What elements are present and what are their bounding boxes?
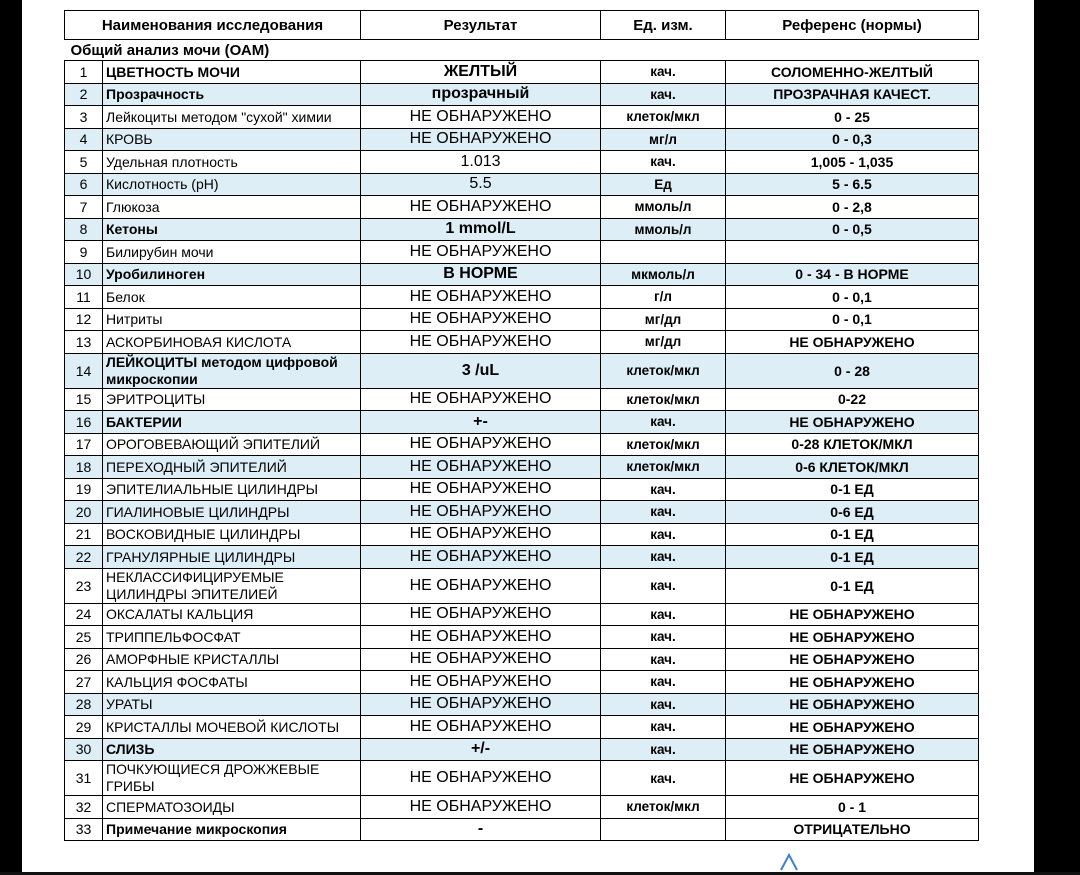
test-reference: НЕ ОБНАРУЖЕНО [726, 411, 979, 434]
test-unit: кач. [601, 693, 726, 716]
table-row [65, 738, 979, 761]
test-result: НЕ ОБНАРУЖЕНО [361, 331, 601, 354]
test-name: ТРИППЕЛЬФОСФАТ [103, 626, 361, 649]
test-name: Нитриты [103, 308, 361, 331]
test-name: УРАТЫ [103, 693, 361, 716]
test-result: - [361, 818, 601, 841]
test-result: НЕ ОБНАРУЖЕНО [361, 648, 601, 671]
row-number: 21 [65, 523, 103, 546]
table-row [65, 546, 979, 569]
test-name: ГИАЛИНОВЫЕ ЦИЛИНДРЫ [103, 501, 361, 524]
test-name: КРИСТАЛЛЫ МОЧЕВОЙ КИСЛОТЫ [103, 716, 361, 739]
test-name: ПЕРЕХОДНЫЙ ЭПИТЕЛИЙ [103, 456, 361, 479]
table-row [65, 128, 979, 151]
test-result: НЕ ОБНАРУЖЕНО [361, 603, 601, 626]
row-number: 28 [65, 693, 103, 716]
test-reference: 0 - 0,5 [726, 218, 979, 241]
table-row [65, 626, 979, 649]
test-result: НЕ ОБНАРУЖЕНО [361, 308, 601, 331]
test-reference: НЕ ОБНАРУЖЕНО [726, 761, 979, 796]
test-reference: 0 - 0,1 [726, 308, 979, 331]
header-result: Результат [361, 11, 601, 40]
test-reference: 0 - 25 [726, 106, 979, 129]
test-result: НЕ ОБНАРУЖЕНО [361, 568, 601, 603]
test-unit: клеток/мкл [601, 433, 726, 456]
test-name: ОКСАЛАТЫ КАЛЬЦИЯ [103, 603, 361, 626]
row-number: 31 [65, 761, 103, 796]
test-unit: кач. [601, 738, 726, 761]
table-row [65, 456, 979, 479]
row-number: 30 [65, 738, 103, 761]
test-unit: Ед [601, 173, 726, 196]
test-result: НЕ ОБНАРУЖЕНО [361, 433, 601, 456]
test-result: 1.013 [361, 151, 601, 174]
test-unit: клеток/мкл [601, 106, 726, 129]
section-title: Общий анализ мочи (ОАМ) [65, 40, 979, 61]
table-row [65, 331, 979, 354]
test-name: Удельная плотность [103, 151, 361, 174]
table-row [65, 478, 979, 501]
table-row [65, 61, 979, 84]
test-reference: НЕ ОБНАРУЖЕНО [726, 693, 979, 716]
test-result: ЖЕЛТЫЙ [361, 61, 601, 84]
table-row [65, 286, 979, 309]
test-unit: мг/дл [601, 331, 726, 354]
test-name: Белок [103, 286, 361, 309]
table-row [65, 648, 979, 671]
table-header-row [65, 11, 979, 40]
test-unit: кач. [601, 671, 726, 694]
test-result: НЕ ОБНАРУЖЕНО [361, 796, 601, 819]
row-number: 15 [65, 388, 103, 411]
test-unit: клеток/мкл [601, 456, 726, 479]
table-row [65, 151, 979, 174]
table-row [65, 818, 979, 841]
test-result: +- [361, 411, 601, 434]
row-number: 19 [65, 478, 103, 501]
test-reference: 0 - 34 - В НОРМЕ [726, 263, 979, 286]
test-unit: кач. [601, 478, 726, 501]
test-name: ОРОГОВЕВАЮЩИЙ ЭПИТЕЛИЙ [103, 433, 361, 456]
test-result: В НОРМЕ [361, 263, 601, 286]
test-unit: г/л [601, 286, 726, 309]
table-row [65, 523, 979, 546]
test-unit: кач. [601, 501, 726, 524]
table-row [65, 196, 979, 219]
test-reference: НЕ ОБНАРУЖЕНО [726, 716, 979, 739]
test-name: АМОРФНЫЕ КРИСТАЛЛЫ [103, 648, 361, 671]
test-result: НЕ ОБНАРУЖЕНО [361, 626, 601, 649]
test-result: 5.5 [361, 173, 601, 196]
table-row [65, 241, 979, 264]
test-result: НЕ ОБНАРУЖЕНО [361, 716, 601, 739]
test-name: СПЕРМАТОЗОИДЫ [103, 796, 361, 819]
test-name: ЭПИТЕЛИАЛЬНЫЕ ЦИЛИНДРЫ [103, 478, 361, 501]
test-unit: ммоль/л [601, 218, 726, 241]
row-number: 32 [65, 796, 103, 819]
row-number: 5 [65, 151, 103, 174]
test-reference: ОТРИЦАТЕЛЬНО [726, 818, 979, 841]
table-row [65, 106, 979, 129]
test-unit [601, 241, 726, 264]
test-name: КАЛЬЦИЯ ФОСФАТЫ [103, 671, 361, 694]
header-reference: Референс (нормы) [726, 11, 979, 40]
test-name: ВОСКОВИДНЫЕ ЦИЛИНДРЫ [103, 523, 361, 546]
test-name: ЦВЕТНОСТЬ МОЧИ [103, 61, 361, 84]
test-unit [601, 818, 726, 841]
test-result: НЕ ОБНАРУЖЕНО [361, 388, 601, 411]
table-row [65, 173, 979, 196]
table-row [65, 693, 979, 716]
row-number: 13 [65, 331, 103, 354]
test-unit: кач. [601, 83, 726, 106]
test-result: 3 /uL [361, 353, 601, 388]
header-unit: Ед. изм. [601, 11, 726, 40]
row-number: 3 [65, 106, 103, 129]
test-reference: 0 - 0,3 [726, 128, 979, 151]
row-number: 8 [65, 218, 103, 241]
test-unit: мкмоль/л [601, 263, 726, 286]
header-name: Наименования исследования [65, 11, 361, 40]
test-reference: 0-22 [726, 388, 979, 411]
test-unit: мг/дл [601, 308, 726, 331]
test-reference: НЕ ОБНАРУЖЕНО [726, 648, 979, 671]
test-unit: клеток/мкл [601, 353, 726, 388]
table-row [65, 501, 979, 524]
test-name: ПОЧКУЮЩИЕСЯ ДРОЖЖЕВЫЕ ГРИБЫ [103, 761, 361, 796]
table-row [65, 388, 979, 411]
table-row [65, 411, 979, 434]
row-number: 29 [65, 716, 103, 739]
right-border-strip [1034, 0, 1080, 875]
test-name: Билирубин мочи [103, 241, 361, 264]
test-reference: НЕ ОБНАРУЖЕНО [726, 738, 979, 761]
test-name: КРОВЬ [103, 128, 361, 151]
test-unit: кач. [601, 546, 726, 569]
test-name: Кетоны [103, 218, 361, 241]
test-reference: СОЛОМЕННО-ЖЕЛТЫЙ [726, 61, 979, 84]
test-unit: клеток/мкл [601, 388, 726, 411]
test-reference: 0 - 0,1 [726, 286, 979, 309]
test-name [103, 353, 361, 388]
row-number: 17 [65, 433, 103, 456]
urinalysis-table [64, 10, 979, 841]
table-row [65, 433, 979, 456]
row-number: 6 [65, 173, 103, 196]
test-unit: кач. [601, 716, 726, 739]
test-name: НЕКЛАССИФИЦИРУЕМЫЕ ЦИЛИНДРЫ ЭПИТЕЛИЕЙ [103, 568, 361, 603]
lab-report-sheet [22, 0, 1034, 875]
test-result: НЕ ОБНАРУЖЕНО [361, 523, 601, 546]
test-reference: НЕ ОБНАРУЖЕНО [726, 626, 979, 649]
test-name: Уробилиноген [103, 263, 361, 286]
test-result: прозрачный [361, 83, 601, 106]
test-reference: 1,005 - 1,035 [726, 151, 979, 174]
row-number: 33 [65, 818, 103, 841]
test-reference: НЕ ОБНАРУЖЕНО [726, 331, 979, 354]
row-number: 2 [65, 83, 103, 106]
test-name: ЭРИТРОЦИТЫ [103, 388, 361, 411]
table-row [65, 796, 979, 819]
test-name: Лейкоциты методом "сухой" химии [103, 106, 361, 129]
test-unit: ммоль/л [601, 196, 726, 219]
row-number: 11 [65, 286, 103, 309]
row-number: 18 [65, 456, 103, 479]
test-unit: кач. [601, 411, 726, 434]
test-result: НЕ ОБНАРУЖЕНО [361, 546, 601, 569]
test-name-bold: ЛЕЙКОЦИТЫ [106, 353, 198, 370]
test-result: НЕ ОБНАРУЖЕНО [361, 196, 601, 219]
table-row [65, 83, 979, 106]
row-number: 16 [65, 411, 103, 434]
test-reference: 5 - 6.5 [726, 173, 979, 196]
table-row [65, 353, 979, 388]
table-row [65, 761, 979, 796]
test-result: НЕ ОБНАРУЖЕНО [361, 241, 601, 264]
test-result: НЕ ОБНАРУЖЕНО [361, 478, 601, 501]
row-number: 27 [65, 671, 103, 694]
test-name: БАКТЕРИИ [103, 411, 361, 434]
test-unit: кач. [601, 523, 726, 546]
test-unit: клеток/мкл [601, 796, 726, 819]
row-number: 9 [65, 241, 103, 264]
test-reference: НЕ ОБНАРУЖЕНО [726, 671, 979, 694]
table-row [65, 308, 979, 331]
test-name: СЛИЗЬ [103, 738, 361, 761]
section-row [65, 40, 979, 61]
test-unit: кач. [601, 568, 726, 603]
test-result: НЕ ОБНАРУЖЕНО [361, 286, 601, 309]
test-result: НЕ ОБНАРУЖЕНО [361, 106, 601, 129]
pen-mark-icon [778, 852, 800, 872]
row-number: 12 [65, 308, 103, 331]
test-name: Кислотность (pH) [103, 173, 361, 196]
table-row [65, 716, 979, 739]
test-reference: 0-6 КЛЕТОК/МКЛ [726, 456, 979, 479]
table-row [65, 263, 979, 286]
test-name: АСКОРБИНОВАЯ КИСЛОТА [103, 331, 361, 354]
row-number: 26 [65, 648, 103, 671]
test-name: Прозрачность [103, 83, 361, 106]
test-result: НЕ ОБНАРУЖЕНО [361, 456, 601, 479]
table-row [65, 671, 979, 694]
row-number: 4 [65, 128, 103, 151]
test-unit: кач. [601, 626, 726, 649]
row-number: 7 [65, 196, 103, 219]
test-unit: кач. [601, 761, 726, 796]
test-name: Примечание микроскопия [103, 818, 361, 841]
test-name: Глюкоза [103, 196, 361, 219]
test-reference: 0-6 ЕД [726, 501, 979, 524]
test-reference: 0 - 2,8 [726, 196, 979, 219]
test-name-rest: методом цифровой микроскопии [106, 353, 338, 387]
test-unit: кач. [601, 603, 726, 626]
test-unit: мг/л [601, 128, 726, 151]
row-number: 24 [65, 603, 103, 626]
test-result: НЕ ОБНАРУЖЕНО [361, 693, 601, 716]
test-unit: кач. [601, 151, 726, 174]
test-reference: 0-1 ЕД [726, 523, 979, 546]
test-reference: 0-1 ЕД [726, 546, 979, 569]
row-number: 14 [65, 353, 103, 388]
table-row [65, 218, 979, 241]
test-reference: ПРОЗРАЧНАЯ КАЧЕСТ. [726, 83, 979, 106]
test-reference: 0-1 ЕД [726, 478, 979, 501]
test-result: 1 mmol/L [361, 218, 601, 241]
test-reference: 0 - 28 [726, 353, 979, 388]
row-number: 23 [65, 568, 103, 603]
row-number: 20 [65, 501, 103, 524]
test-reference [726, 241, 979, 264]
table-row [65, 568, 979, 603]
row-number: 1 [65, 61, 103, 84]
test-reference: НЕ ОБНАРУЖЕНО [726, 603, 979, 626]
test-reference: 0-28 КЛЕТОК/МКЛ [726, 433, 979, 456]
row-number: 25 [65, 626, 103, 649]
test-unit: кач. [601, 648, 726, 671]
test-reference: 0-1 ЕД [726, 568, 979, 603]
test-result: +/- [361, 738, 601, 761]
test-result: НЕ ОБНАРУЖЕНО [361, 501, 601, 524]
row-number: 22 [65, 546, 103, 569]
left-border-strip [0, 0, 22, 875]
test-unit: кач. [601, 61, 726, 84]
row-number: 10 [65, 263, 103, 286]
test-result: НЕ ОБНАРУЖЕНО [361, 761, 601, 796]
test-reference: 0 - 1 [726, 796, 979, 819]
test-result: НЕ ОБНАРУЖЕНО [361, 671, 601, 694]
test-name: ГРАНУЛЯРНЫЕ ЦИЛИНДРЫ [103, 546, 361, 569]
table-row [65, 603, 979, 626]
test-result: НЕ ОБНАРУЖЕНО [361, 128, 601, 151]
